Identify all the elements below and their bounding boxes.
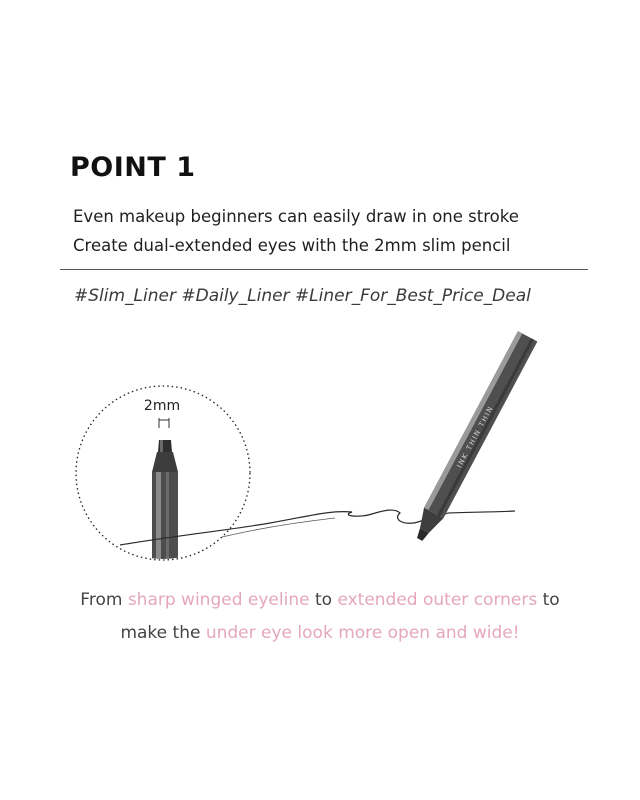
- highlight-extended-corners: extended outer corners: [337, 590, 538, 610]
- pencil-illustration: [0, 330, 640, 570]
- eyeliner-stroke: [120, 510, 515, 545]
- caption-line-2: make the under eye look more open and wide!: [120, 623, 520, 643]
- description-line-1: Even makeup beginners can easily draw in one stroke: [73, 207, 519, 226]
- zoom-circle: [76, 386, 250, 570]
- caption-line-1: From sharp winged eyeline to extended outer corners to: [80, 590, 560, 610]
- point-heading: POINT 1: [70, 152, 196, 183]
- description-line-2: Create dual-extended eyes with the 2mm slim pencil: [73, 236, 511, 255]
- highlight-under-eye: under eye look more open and wide!: [205, 623, 520, 643]
- zoom-size-label: 2mm: [143, 398, 181, 414]
- zoomed-pencil-body: [152, 472, 178, 570]
- highlight-sharp-winged: sharp winged eyeline: [127, 590, 310, 610]
- pencil-engraving: INK THIN THIN: [455, 404, 496, 470]
- hashtags: #Slim_Liner #Daily_Liner #Liner_For_Best_Price_Deal: [74, 286, 531, 306]
- divider: [60, 269, 588, 270]
